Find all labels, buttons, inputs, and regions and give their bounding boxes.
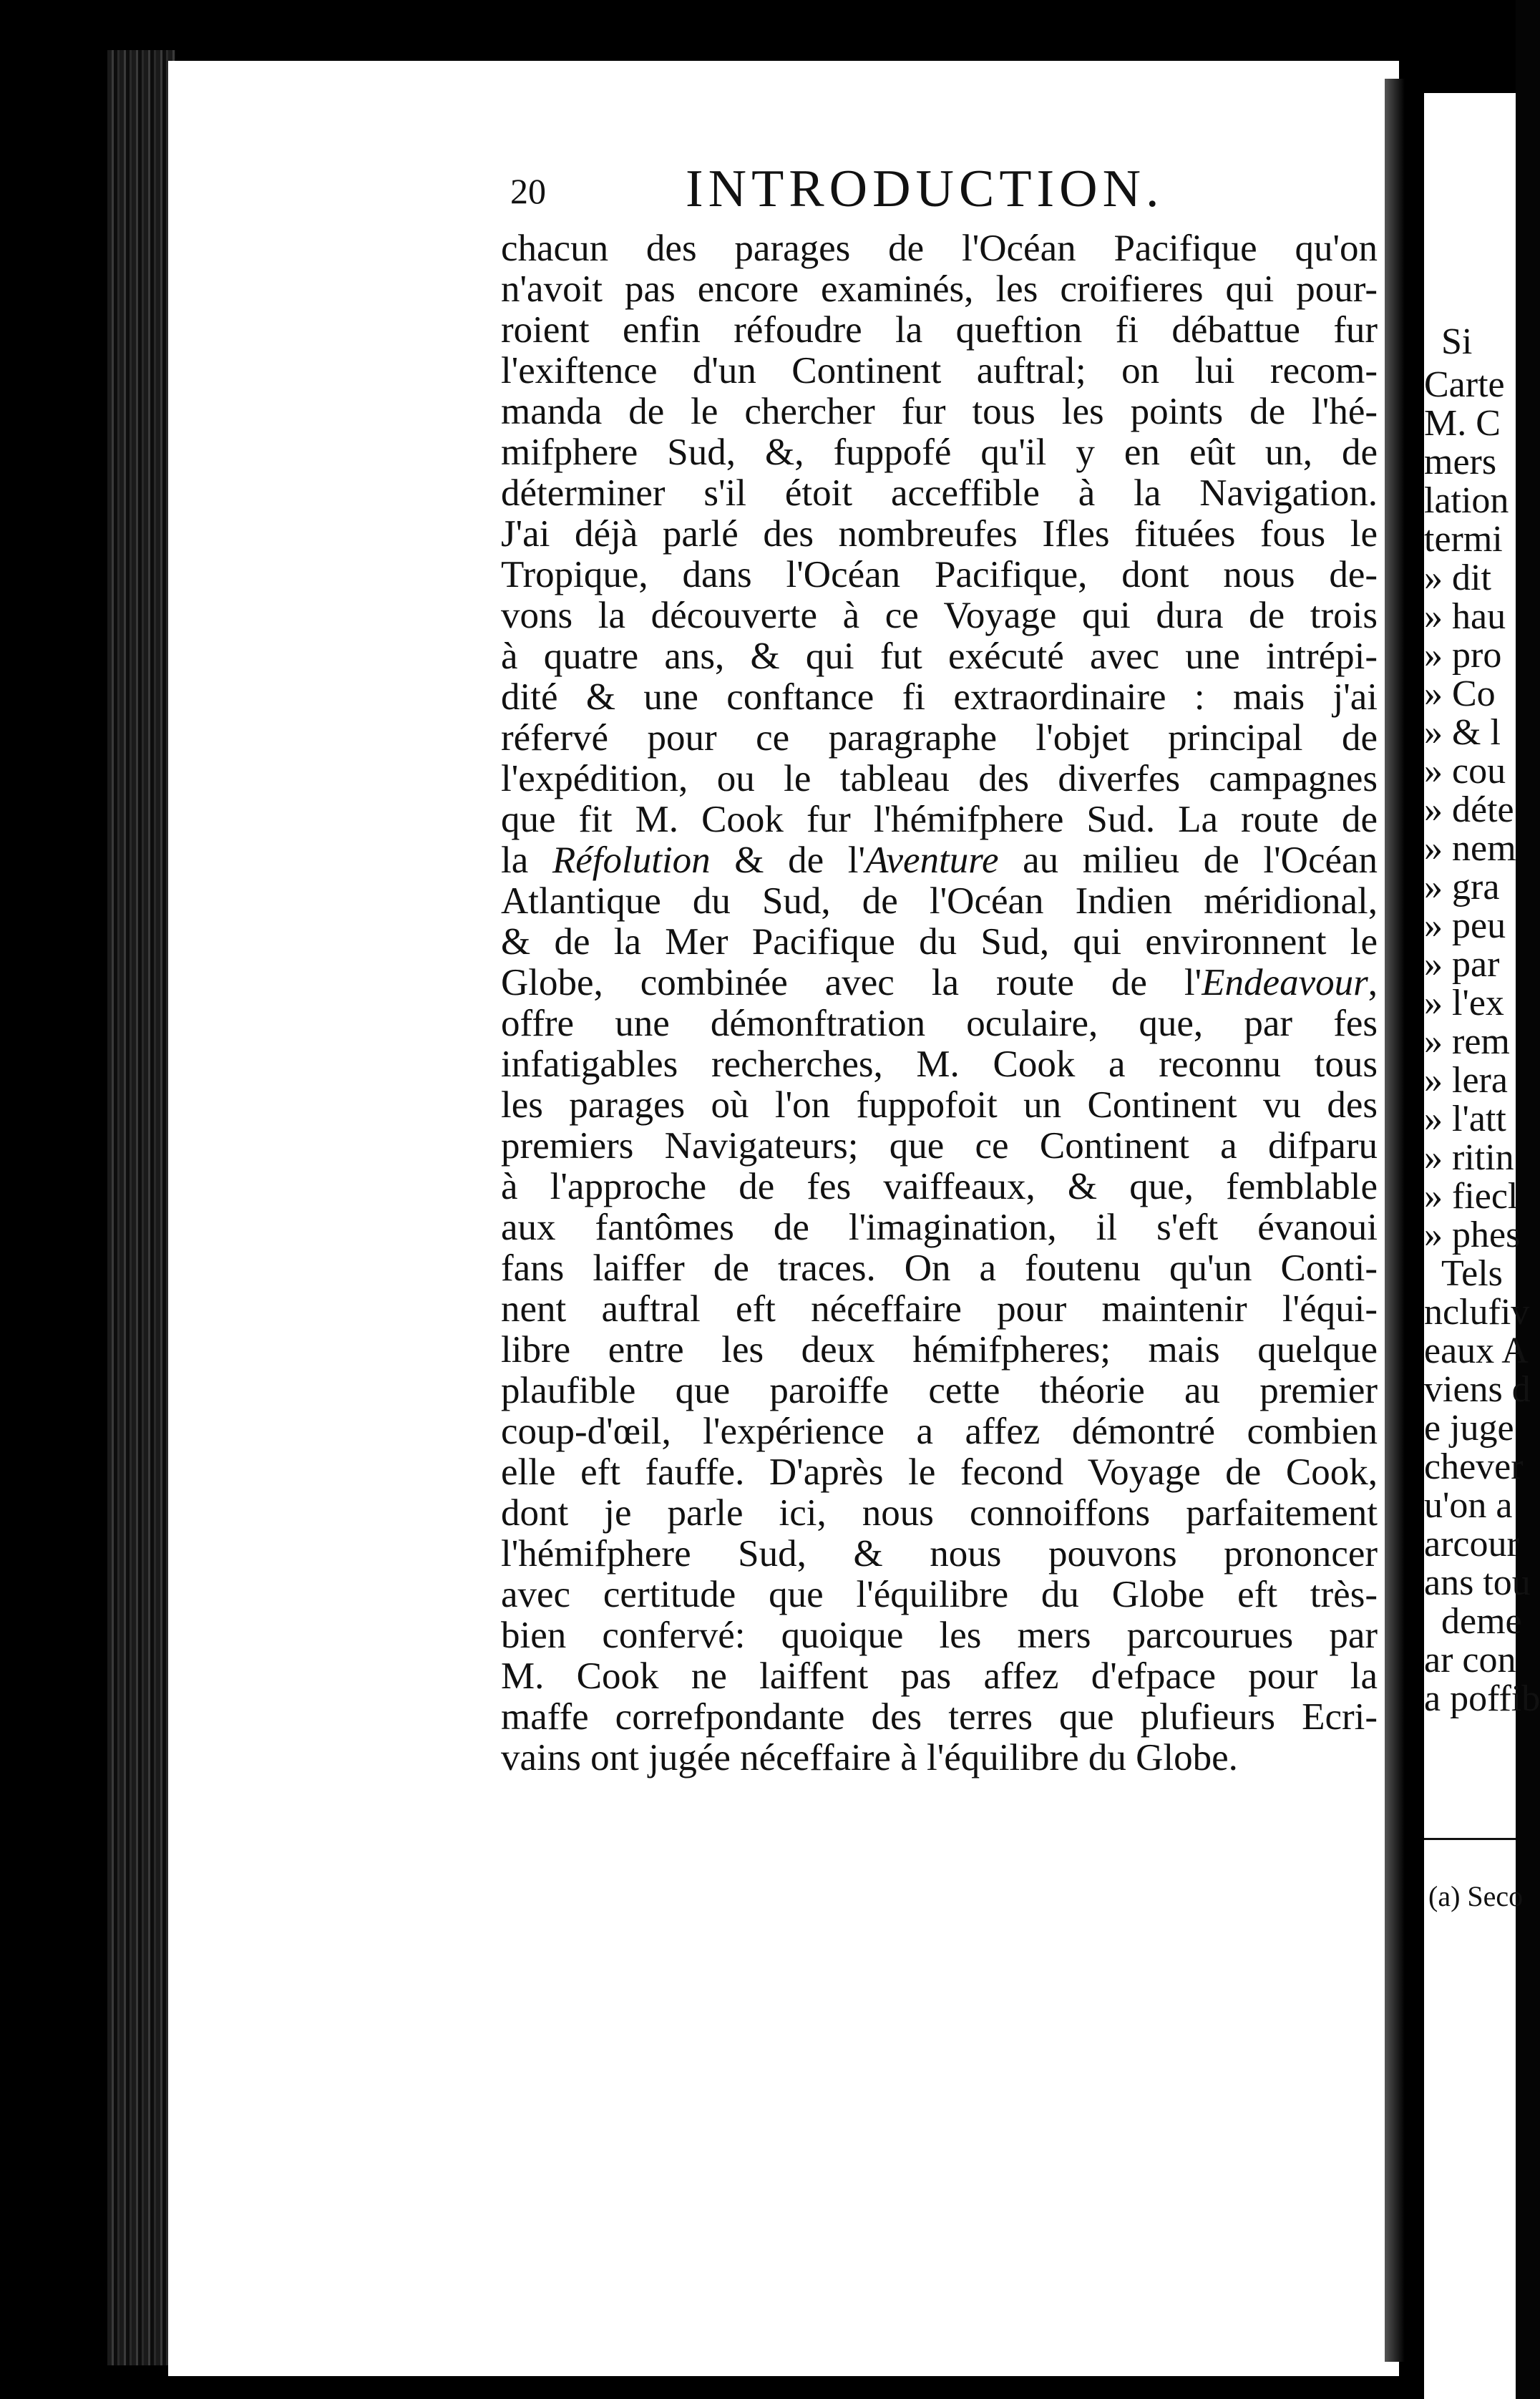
facing-page [1424, 93, 1540, 2399]
book-page-edges [107, 50, 175, 2365]
text-line: Globe, combinée avec la route de l'Endeavour, [501, 962, 1378, 1003]
facing-line: » l'ex [1424, 983, 1504, 1023]
facing-line: » rem [1424, 1021, 1510, 1062]
text-line: à quatre ans, & qui fut exécuté avec une intrépi- [501, 636, 1378, 677]
text-line: Atlantique du Sud, de l'Océan Indien méridional, [501, 880, 1378, 922]
facing-line: eaux A [1424, 1330, 1529, 1371]
text-line: dont je parle ici, nous connoiffons parfaitement [501, 1492, 1378, 1534]
footnote-rule [1424, 1838, 1516, 1840]
facing-line: u'on a [1424, 1485, 1513, 1526]
facing-line: » ritin [1424, 1137, 1514, 1178]
text-line: avec certitude que l'équilibre du Globe eft très- [501, 1574, 1378, 1615]
facing-line: » peu [1424, 905, 1506, 946]
facing-line: » l'att [1424, 1099, 1506, 1139]
text-line: manda de le chercher fur tous les points de l'hé- [501, 391, 1378, 432]
facing-line: » lera [1424, 1060, 1508, 1101]
page-number: 20 [510, 171, 546, 211]
text-line: déterminer s'il étoit acceffible à la Navigation. [501, 472, 1378, 514]
facing-line: termi [1424, 519, 1503, 560]
facing-line: » phes [1424, 1215, 1521, 1255]
facing-footnote: (a) Seco [1428, 1880, 1524, 1912]
facing-line: nclufiv [1424, 1292, 1530, 1333]
text-line: elle eft fauffe. D'après le fecond Voyage de Cook, [501, 1451, 1378, 1493]
text-line: à l'approche de fes vaiffeaux, & que, femblable [501, 1166, 1378, 1207]
facing-line: chever [1424, 1446, 1524, 1487]
text-line: premiers Navigateurs; que ce Continent a difparu [501, 1125, 1378, 1167]
text-line: nent auftral eft néceffaire pour maintenir l'équi- [501, 1288, 1378, 1330]
facing-line: » par [1424, 944, 1500, 985]
text-line: Tropique, dans l'Océan Pacifique, dont nous de- [501, 554, 1378, 595]
text-line: & de la Mer Pacifique du Sud, qui environnent le [501, 921, 1378, 963]
facing-line: lation [1424, 480, 1509, 521]
facing-line: » fiecl [1424, 1176, 1519, 1217]
text-line: bien confervé: quoique les mers parcourues par [501, 1615, 1378, 1656]
facing-line: » déte [1424, 789, 1514, 830]
text-line: la Réfolution & de l'Aventure au milieu de l'Océan [501, 840, 1378, 881]
facing-line: viens d [1424, 1369, 1531, 1410]
facing-line: ans tou [1424, 1562, 1531, 1603]
text-line: M. Cook ne laiffent pas affez d'efpace pour la [501, 1655, 1378, 1697]
facing-line: a poffib [1424, 1678, 1540, 1719]
text-line: dité & une conftance fi extraordinaire : mais j'ai [501, 676, 1378, 718]
text-line: fans laiffer de traces. On a foutenu qu'un Conti- [501, 1247, 1378, 1289]
text-line: roient enfin réfoudre la queftion fi débattue fur [501, 309, 1378, 351]
text-line: maffe correfpondante des terres que plufieurs Ecri- [501, 1696, 1378, 1738]
facing-line: » dit [1424, 558, 1491, 598]
text-line: mifphere Sud, &, fuppofé qu'il y en eût un, de [501, 432, 1378, 473]
text-line: n'avoit pas encore examinés, les croifieres qui pour- [501, 268, 1378, 310]
text-line: les parages où l'on fuppofoit un Continent vu des [501, 1084, 1378, 1126]
facing-line: ar con [1424, 1640, 1516, 1680]
facing-line: » nem [1424, 828, 1516, 869]
text-line: infatigables recherches, M. Cook a reconnu tous [501, 1043, 1378, 1085]
facing-line: arcour [1424, 1524, 1519, 1565]
text-line: aux fantômes de l'imagination, il s'eft évanoui [501, 1207, 1378, 1248]
facing-line: » pro [1424, 635, 1502, 676]
facing-line: » & l [1424, 712, 1501, 753]
facing-line: Carte [1424, 364, 1505, 405]
text-line: J'ai déjà parlé des nombreufes Ifles fituées fous le [501, 513, 1378, 555]
text-line: libre entre les deux hémifpheres; mais quelque [501, 1329, 1378, 1371]
facing-line: » gra [1424, 867, 1500, 907]
text-line: que fit M. Cook fur l'hémifphere Sud. La route de [501, 799, 1378, 840]
text-line: réfervé pour ce paragraphe l'objet principal de [501, 717, 1378, 759]
text-line: l'hémifphere Sud, & nous pouvons prononcer [501, 1533, 1378, 1575]
facing-line: deme [1441, 1601, 1522, 1642]
text-line: vons la découverte à ce Voyage qui dura de trois [501, 595, 1378, 636]
facing-line: » Co [1424, 673, 1496, 714]
text-line: l'exiftence d'un Continent auftral; on lui recom- [501, 350, 1378, 391]
facing-line: mers [1424, 442, 1497, 482]
running-title: INTRODUCTION. [686, 160, 1164, 218]
text-line: offre une démonftration oculaire, que, par fes [501, 1003, 1378, 1044]
facing-line: » hau [1424, 596, 1506, 637]
facing-line: e juge [1424, 1408, 1514, 1449]
text-line: chacun des parages de l'Océan Pacifique qu'on [501, 228, 1378, 269]
facing-line: » cou [1424, 751, 1506, 792]
facing-line: Tels [1441, 1253, 1503, 1294]
text-line: vains ont jugée néceffaire à l'équilibre du Globe. [501, 1737, 1238, 1778]
facing-line: M. C [1424, 403, 1501, 444]
text-line: plaufible que paroiffe cette théorie au premier [501, 1370, 1378, 1411]
facing-line: Si [1441, 321, 1473, 362]
text-line: coup-d'œil, l'expérience a affez démontré combien [501, 1411, 1378, 1452]
text-line: l'expédition, ou le tableau des diverfes campagnes [501, 758, 1378, 799]
